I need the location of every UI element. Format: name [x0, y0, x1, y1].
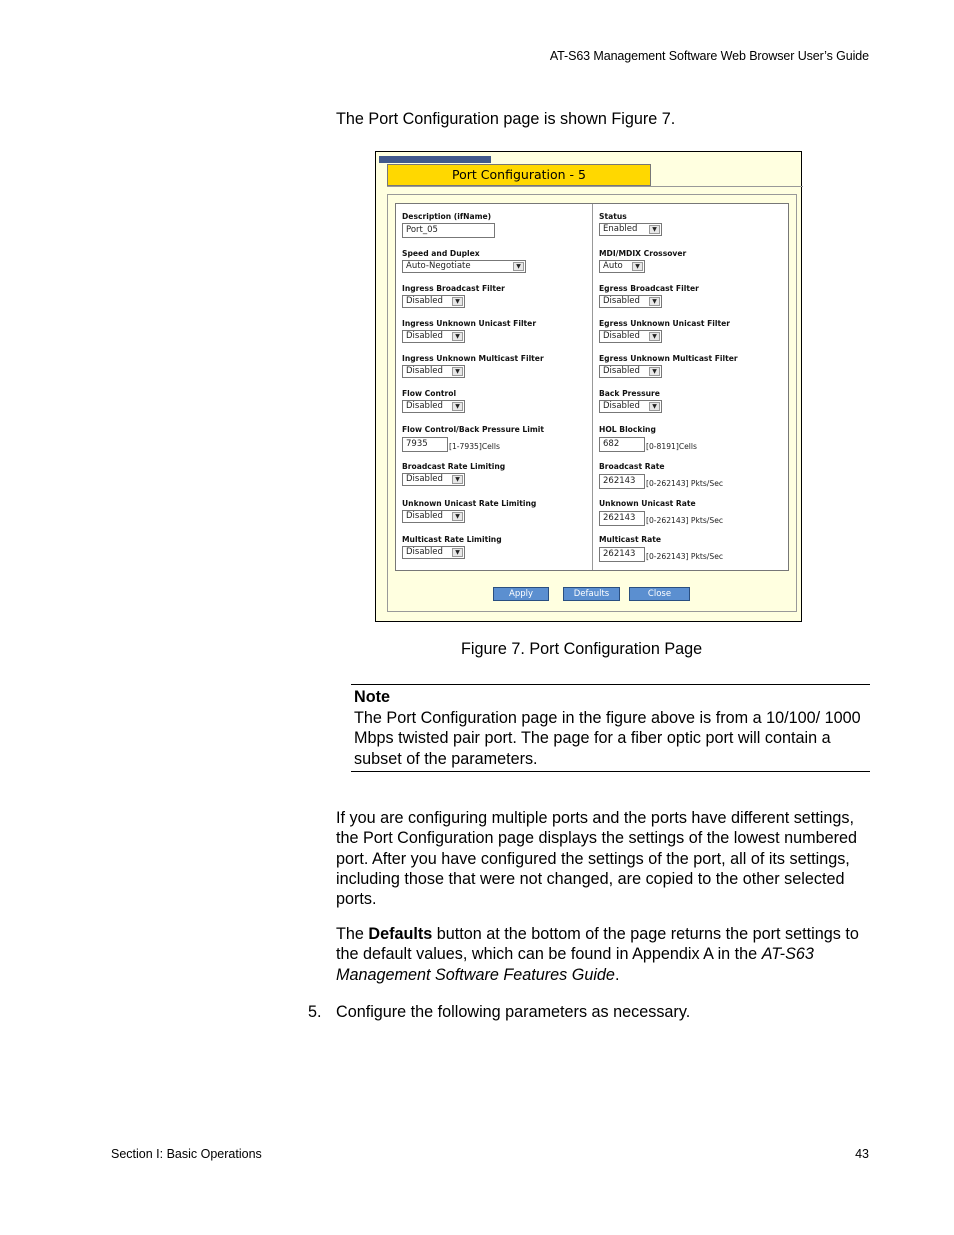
hol-blocking-label: HOL Blocking: [599, 425, 656, 434]
egress-unicast-label: Egress Unknown Unicast Filter: [599, 319, 731, 328]
multicast-rate-limiting-select[interactable]: [402, 546, 465, 559]
mdi-crossover-label: MDI/MDIX Crossover: [599, 249, 687, 258]
figure-caption: Figure 7. Port Configuration Page: [461, 640, 703, 658]
status-value: Enabled: [603, 224, 638, 234]
features-guide-title: AT-S63 Management Software Features Guide: [336, 945, 814, 984]
ingress-multicast-label: Ingress Unknown Multicast Filter: [402, 354, 544, 363]
unicast-rate-range: [0-262143] Pkts/Sec: [646, 516, 724, 525]
step-number: 5.: [308, 1003, 322, 1021]
defaults-button[interactable]: Defaults: [563, 587, 620, 601]
note-body: The Port Configuration page in the figure above is from a 10/100/ 1000 Mbps twisted pair port. The page for a fiber optic port will contain a subset of the parameters.: [354, 709, 861, 768]
chevron-down-icon: ▼: [452, 548, 463, 557]
flow-limit-input[interactable]: 7935: [402, 437, 448, 452]
egress-multicast-value: Disabled: [603, 366, 640, 376]
multiple-ports-paragraph: If you are configuring multiple ports and the ports have different settings, the Port Configuration page displays the settings of the lowest numbered port. After you have configured the settings of the port, all of its settings, including those that were not changed, are copied to the other selected ports.: [336, 809, 858, 909]
ingress-multicast-value: Disabled: [406, 366, 443, 376]
note-bottom-rule: [351, 771, 870, 772]
multicast-rate-limiting-label: Multicast Rate Limiting: [402, 535, 502, 544]
egress-multicast-select[interactable]: [599, 365, 662, 378]
note-title: Note: [354, 688, 390, 706]
mdi-crossover-value: Auto: [603, 261, 623, 271]
defaults-term: Defaults: [368, 925, 433, 943]
back-pressure-label: Back Pressure: [599, 389, 660, 398]
step-text: Configure the following parameters as necessary.: [336, 1003, 691, 1021]
unicast-rate-limiting-value: Disabled: [406, 511, 443, 521]
flow-control-select[interactable]: [402, 400, 465, 413]
egress-unicast-value: Disabled: [603, 331, 640, 341]
broadcast-rate-label: Broadcast Rate: [599, 462, 665, 471]
back-pressure-select[interactable]: [599, 400, 662, 413]
speed-duplex-value: Auto-Negotiate: [406, 261, 471, 271]
chevron-down-icon: ▼: [649, 225, 660, 234]
chevron-down-icon: ▼: [452, 402, 463, 411]
chevron-down-icon: ▼: [649, 402, 660, 411]
apply-button[interactable]: Apply: [493, 587, 549, 601]
chevron-down-icon: ▼: [452, 367, 463, 376]
flow-limit-range: [1-7935]Cells: [449, 442, 500, 451]
para2-text-1: The: [336, 925, 369, 943]
ingress-multicast-select[interactable]: [402, 365, 465, 378]
ingress-unicast-select[interactable]: [402, 330, 465, 343]
broadcast-rate-limiting-select[interactable]: [402, 473, 465, 486]
egress-broadcast-label: Egress Broadcast Filter: [599, 284, 699, 293]
egress-broadcast-value: Disabled: [603, 296, 640, 306]
ingress-broadcast-value: Disabled: [406, 296, 443, 306]
ingress-unicast-label: Ingress Unknown Unicast Filter: [402, 319, 537, 328]
ingress-unicast-value: Disabled: [406, 331, 443, 341]
note-top-rule: [351, 684, 870, 685]
mdi-crossover-select[interactable]: [599, 260, 645, 273]
multicast-rate-limiting-value: Disabled: [406, 547, 443, 557]
chevron-down-icon: ▼: [452, 297, 463, 306]
para2-text-3: .: [614, 965, 620, 984]
flow-control-value: Disabled: [406, 401, 443, 411]
figure-title-strip: [379, 156, 491, 163]
egress-broadcast-select[interactable]: [599, 295, 662, 308]
defaults-paragraph: [336, 924, 870, 985]
footer-page-number: 43: [855, 1147, 869, 1161]
egress-multicast-label: Egress Unknown Multicast Filter: [599, 354, 738, 363]
ingress-broadcast-label: Ingress Broadcast Filter: [402, 284, 505, 293]
close-button[interactable]: Close: [629, 587, 690, 601]
back-pressure-value: Disabled: [603, 401, 640, 411]
hol-blocking-input[interactable]: 682: [599, 437, 645, 452]
unicast-rate-limiting-select[interactable]: [402, 510, 465, 523]
hol-blocking-range: [0-8191]Cells: [646, 442, 697, 451]
unicast-rate-label: Unknown Unicast Rate: [599, 499, 696, 508]
figure-tab-title: Port Configuration - 5: [387, 164, 651, 186]
broadcast-rate-input[interactable]: 262143: [599, 474, 645, 489]
intro-text: The Port Configuration page is shown Figure 7.: [336, 110, 676, 128]
multicast-rate-input[interactable]: 262143: [599, 547, 645, 562]
chevron-down-icon: ▼: [649, 297, 660, 306]
description-input[interactable]: Port_05: [402, 223, 495, 238]
chevron-down-icon: ▼: [452, 332, 463, 341]
status-label: Status: [599, 212, 627, 221]
flow-limit-label: Flow Control/Back Pressure Limit: [402, 425, 544, 434]
broadcast-rate-range: [0-262143] Pkts/Sec: [646, 479, 724, 488]
description-label: Description (ifName): [402, 212, 492, 221]
chevron-down-icon: ▼: [452, 475, 463, 484]
unicast-rate-input[interactable]: 262143: [599, 511, 645, 526]
multicast-rate-label: Multicast Rate: [599, 535, 661, 544]
chevron-down-icon: ▼: [632, 262, 643, 271]
chevron-down-icon: ▼: [513, 262, 524, 271]
unicast-rate-limiting-label: Unknown Unicast Rate Limiting: [402, 499, 537, 508]
speed-duplex-select[interactable]: [402, 260, 526, 273]
status-select[interactable]: [599, 223, 662, 236]
egress-unicast-select[interactable]: [599, 330, 662, 343]
speed-duplex-label: Speed and Duplex: [402, 249, 480, 258]
broadcast-rate-limiting-label: Broadcast Rate Limiting: [402, 462, 506, 471]
figure-tab-line: [387, 186, 803, 187]
chevron-down-icon: ▼: [649, 332, 660, 341]
para2-text-2: button at the bottom of the page returns the port settings to the default values, which can be found in Appendix A in the: [336, 925, 859, 964]
flow-control-label: Flow Control: [402, 389, 457, 398]
broadcast-rate-limiting-value: Disabled: [406, 474, 443, 484]
multicast-rate-range: [0-262143] Pkts/Sec: [646, 552, 724, 561]
chevron-down-icon: ▼: [452, 512, 463, 521]
ingress-broadcast-select[interactable]: [402, 295, 465, 308]
running-header: AT-S63 Management Software Web Browser User’s Guide: [549, 49, 869, 63]
figure-column-divider: [592, 204, 593, 570]
footer-section: Section I: Basic Operations: [111, 1147, 262, 1161]
chevron-down-icon: ▼: [649, 367, 660, 376]
